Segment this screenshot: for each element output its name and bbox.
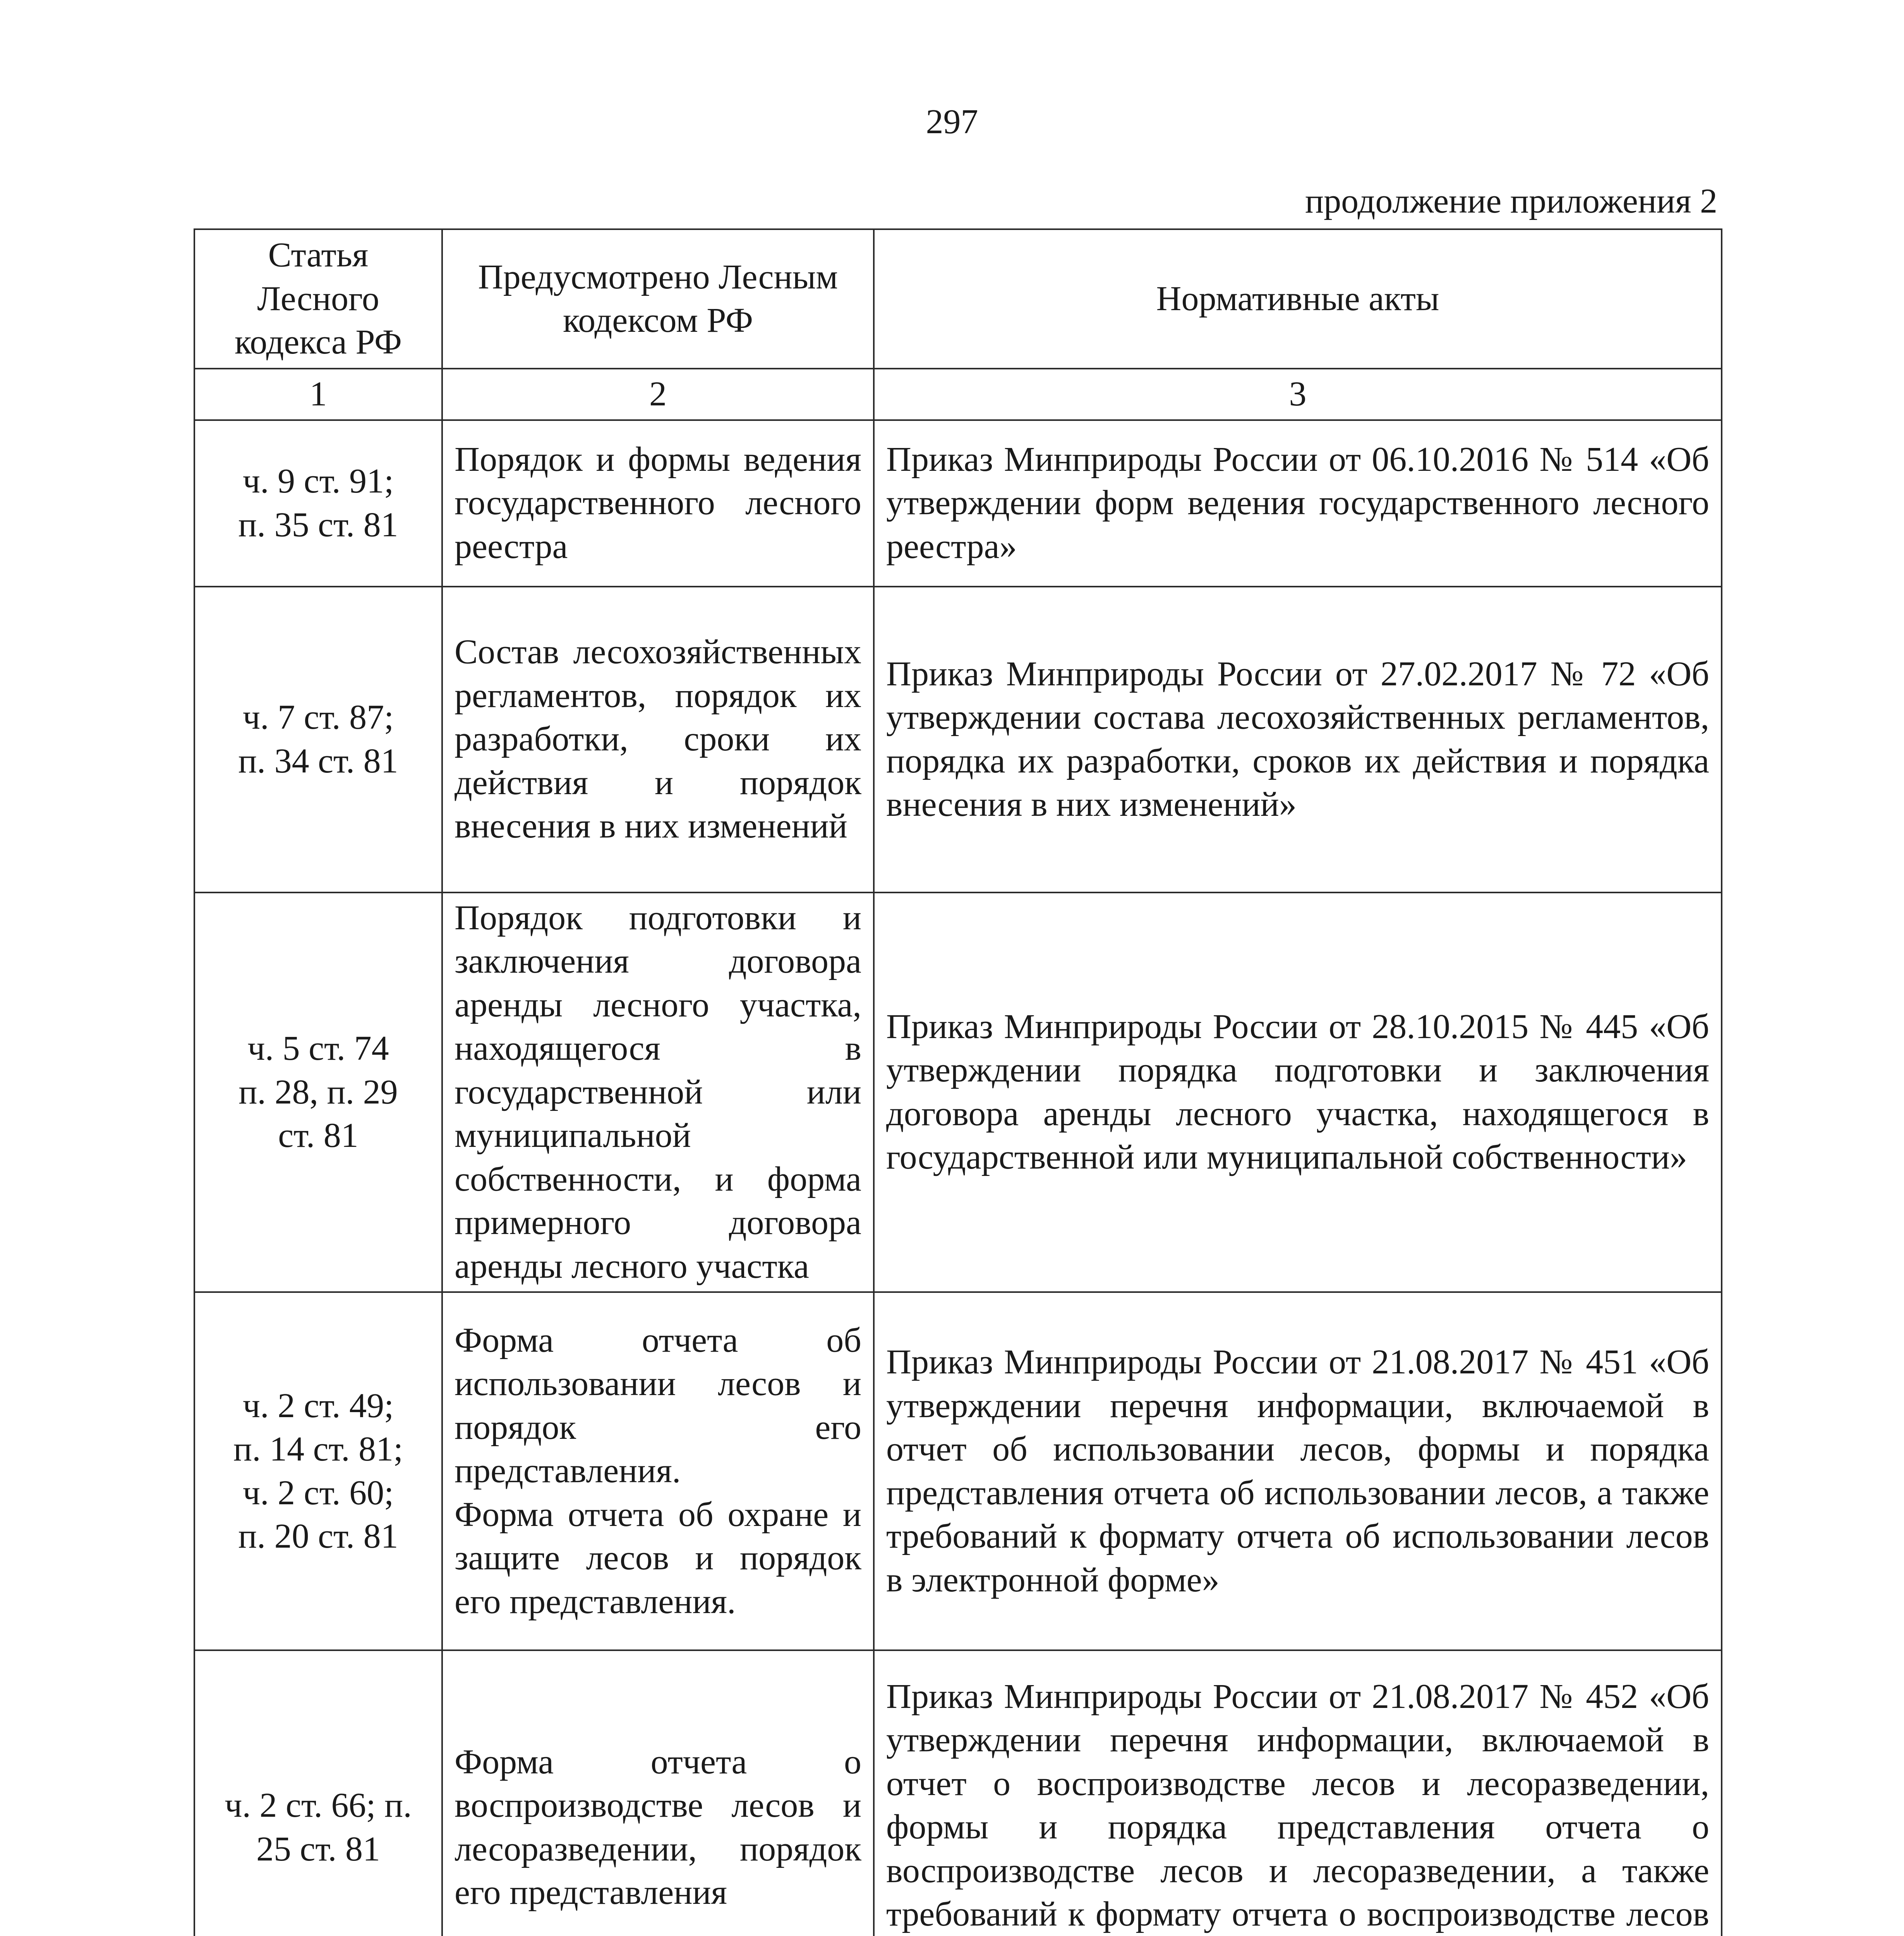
article-ref: 25 ст. 81 [256,1830,380,1868]
article-ref: ч. 7 ст. 87; [242,698,394,736]
article-ref: п. 14 ст. 81; [233,1430,403,1468]
act-cell: Приказ Минприроды России от 28.10.2015 № 445 «Об утверждении порядка подготовки и заключения договора аренды лесного участка, находящегося в государственной или муниципальной собственности» [874,892,1722,1292]
article-ref: ч. 2 ст. 66; п. [225,1786,412,1824]
provision-cell: Форма отчета о воспроизводстве лесов и лесоразведении, порядок его представления [442,1650,874,1936]
column-number-row [194,369,1722,420]
article-ref: ч. 2 ст. 60; [242,1473,394,1512]
article-ref: ч. 5 ст. 74 [247,1029,389,1068]
article-ref: п. 28, п. 29 [238,1073,398,1111]
header-provision: Предусмотрено Лесным кодексом РФ [442,229,874,369]
continuation-note: продолжение приложения 2 [1305,182,1717,220]
regulations-table [194,228,1722,1936]
table-row [194,587,1722,892]
table-row [194,892,1722,1292]
act-cell: Приказ Минприроды России от 06.10.2016 № 514 «Об утверждении форм ведения государственного лесного реестра» [874,420,1722,587]
column-number: 2 [442,369,874,420]
article-ref: п. 34 ст. 81 [238,741,398,780]
article-cell [194,892,442,1292]
article-ref: ч. 2 ст. 49; [242,1386,394,1425]
table-header-row [194,229,1722,369]
table-row [194,1650,1722,1936]
provision-cell [442,1292,874,1650]
article-ref: ч. 9 ст. 91; [242,462,394,500]
provision-cell: Порядок и формы ведения государственного лесного реестра [442,420,874,587]
act-cell: Приказ Минприроды России от 21.08.2017 № 451 «Об утверждении перечня информации, включаемой в отчет об использовании лесов, формы и порядка представления отчета об использовании лесов, а также требований к формату отчета об использовании лесов в электронной форме» [874,1292,1722,1650]
table-row [194,420,1722,587]
article-cell [194,1650,442,1936]
column-number: 3 [874,369,1722,420]
article-ref: п. 35 ст. 81 [238,505,398,544]
act-cell: Приказ Минприроды России от 21.08.2017 № 452 «Об утверждении перечня информации, включаемой в отчет о воспроизводстве лесов и лесоразведении, формы и порядка представления отчета о воспроизводстве лесов и лесоразведении, а также требований к формату отчета о воспроизводстве лесов [874,1650,1722,1936]
article-cell [194,420,442,587]
provision-text: Форма отчета об охране и защите лесов и порядок его представления. [455,1495,861,1621]
table-row [194,1292,1722,1650]
header-article: Статья Лесного кодекса РФ [194,229,442,369]
provision-cell: Состав лесохозяйственных регламентов, порядок их разработки, сроки их действия и порядок внесения в них изменений [442,587,874,892]
article-ref: ст. 81 [278,1116,359,1155]
provision-cell: Порядок подготовки и заключения договора аренды лесного участка, находящегося в государственной или муниципальной собственности, и форма примерного договора аренды лесного участка [442,892,874,1292]
header-acts: Нормативные акты [874,229,1722,369]
article-cell [194,587,442,892]
article-cell [194,1292,442,1650]
act-cell: Приказ Минприроды России от 27.02.2017 № 72 «Об утверждении состава лесохозяйственных регламентов, порядка их разработки, сроков их действия и порядка внесения в них изменений» [874,587,1722,892]
page-number: 297 [926,103,978,141]
provision-text: Форма отчета об использовании лесов и порядок его представления. [455,1321,861,1490]
column-number: 1 [194,369,442,420]
article-ref: п. 20 ст. 81 [238,1517,398,1555]
